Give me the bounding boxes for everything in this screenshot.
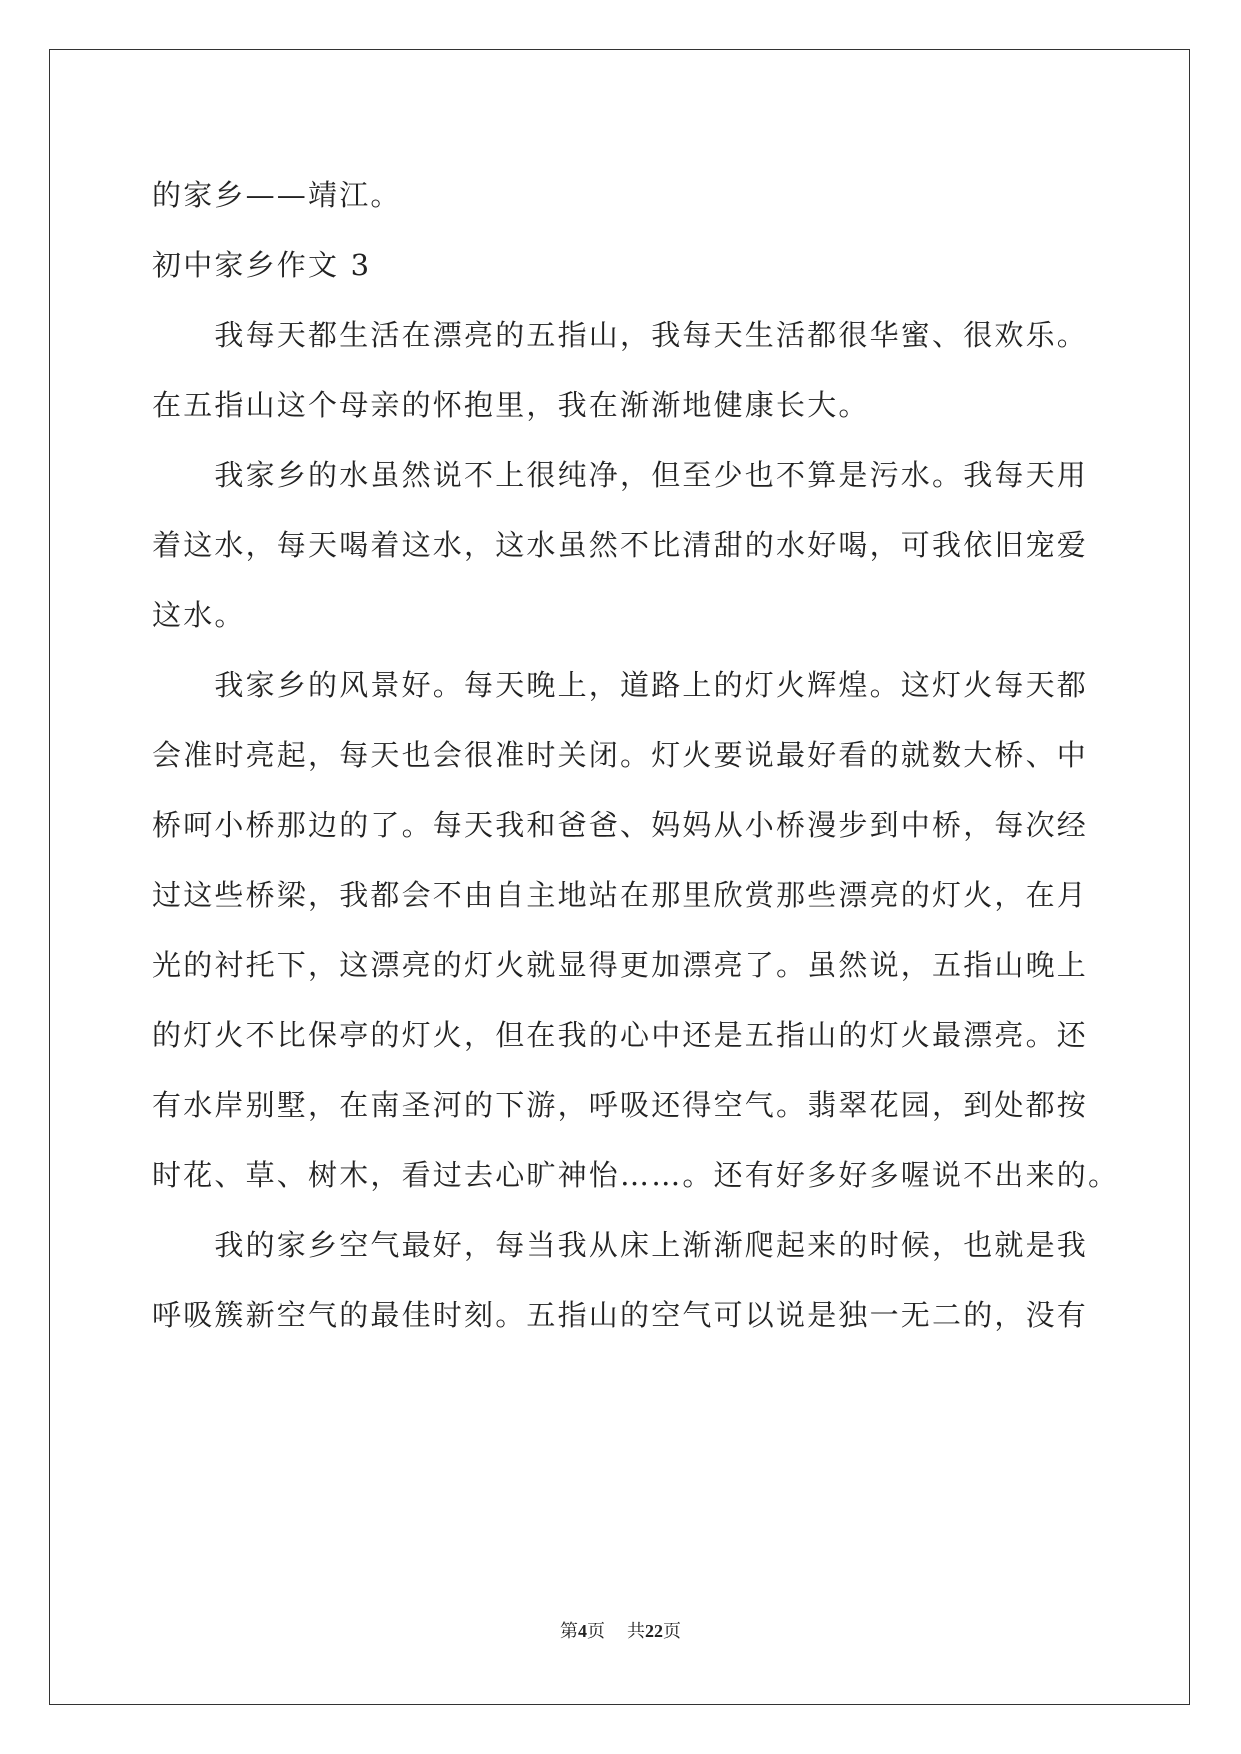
page-label-prefix: 第: [560, 1621, 578, 1641]
text-line: 我每天都生活在漂亮的五指山，我每天生活都很华蜜、很欢乐。: [152, 318, 1089, 352]
text-line: 的灯火不比保亭的灯火，但在我的心中还是五指山的灯火最漂亮。还: [152, 1018, 1089, 1052]
text-line: 光的衬托下，这漂亮的灯火就显得更加漂亮了。虽然说，五指山晚上: [152, 948, 1089, 982]
page-footer: [0, 1617, 1241, 1643]
text-line: 有水岸别墅，在南圣河的下游，呼吸还得空气。翡翠花园，到处都按: [152, 1088, 1089, 1122]
text-line: 过这些桥梁，我都会不由自主地站在那里欣赏那些漂亮的灯火，在月: [152, 878, 1089, 912]
text-line: 时花、草、树木，看过去心旷神怡……。还有好多好多喔说不出来的。: [152, 1158, 1120, 1192]
total-label-prefix: 共: [627, 1621, 645, 1641]
total-label-suffix: 页: [663, 1621, 681, 1641]
text-line: 我的家乡空气最好，每当我从床上渐渐爬起来的时候，也就是我: [152, 1228, 1089, 1262]
text-line: 呼吸簇新空气的最佳时刻。五指山的空气可以说是独一无二的，没有: [152, 1298, 1089, 1332]
page-label-suffix: 页: [587, 1621, 605, 1641]
text-line: 桥呵小桥那边的了。每天我和爸爸、妈妈从小桥漫步到中桥，每次经: [152, 808, 1089, 842]
page-number: 4: [578, 1621, 587, 1641]
text-line: 我家乡的水虽然说不上很纯净，但至少也不算是污水。我每天用: [152, 458, 1089, 492]
total-pages: 22: [645, 1621, 663, 1641]
text-line: 在五指山这个母亲的怀抱里，我在渐渐地健康长大。: [152, 388, 870, 422]
text-line: 会准时亮起，每天也会很准时关闭。灯火要说最好看的就数大桥、中: [152, 738, 1089, 772]
text-line: 这水。: [152, 598, 246, 632]
document-body: [152, 160, 1120, 1350]
text-line: 我家乡的风景好。每天晚上，道路上的灯火辉煌。这灯火每天都: [152, 668, 1089, 702]
essay-title: 初中家乡作文 3: [152, 248, 372, 282]
text-line: 的家乡——靖江。: [152, 178, 402, 212]
text-line: 着这水，每天喝着这水，这水虽然不比清甜的水好喝，可我依旧宠爱: [152, 528, 1089, 562]
